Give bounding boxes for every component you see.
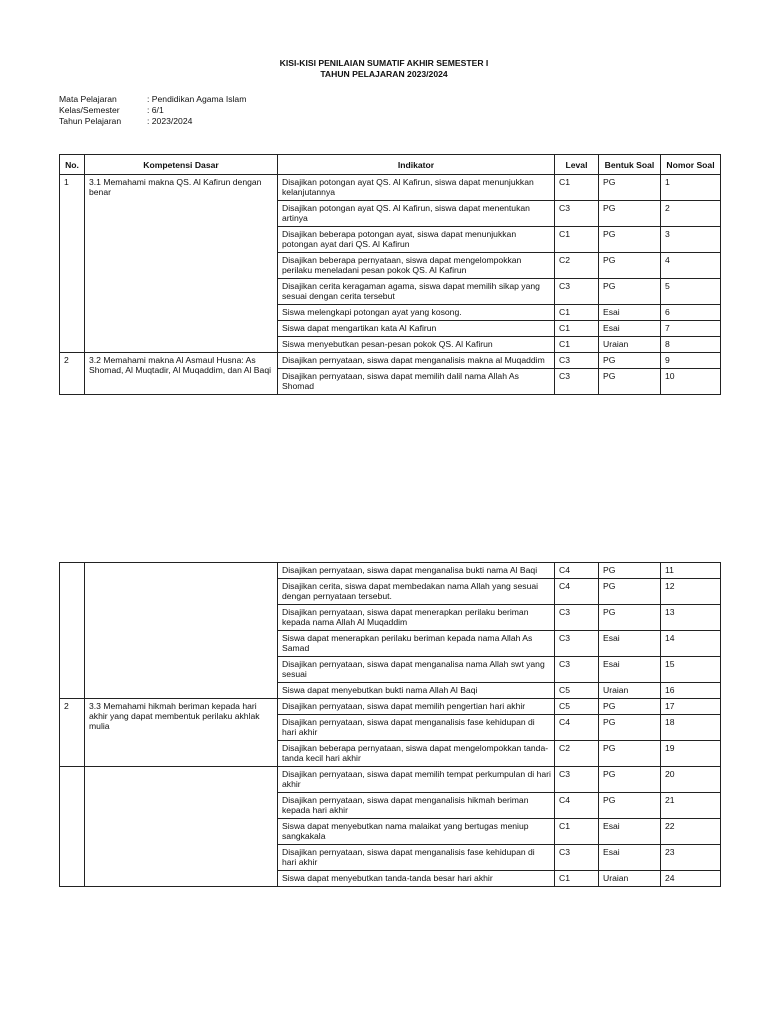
cell-level: C4 — [555, 715, 599, 741]
cell-nomor-soal: 6 — [661, 305, 721, 321]
cell-bentuk-soal: Esai — [599, 321, 661, 337]
meta-value: : Pendidikan Agama Islam — [147, 94, 247, 104]
cell-nomor-soal: 1 — [661, 175, 721, 201]
cell-kompetensi-dasar: 3.3 Memahami hikmah beriman kepada hari akhir yang dapat membentuk perilaku akhlak mulia — [85, 699, 278, 767]
cell-bentuk-soal: Uraian — [599, 683, 661, 699]
cell-level: C1 — [555, 227, 599, 253]
cell-bentuk-soal: PG — [599, 741, 661, 767]
cell-level: C3 — [555, 353, 599, 369]
cell-level: C5 — [555, 699, 599, 715]
cell-indikator: Disajikan cerita keragaman agama, siswa dapat memilih sikap yang sesuai dengan cerita tersebut — [278, 279, 555, 305]
cell-bentuk-soal: Esai — [599, 305, 661, 321]
cell-indikator: Disajikan pernyataan, siswa dapat menganalisis hikmah beriman kepada hari akhir — [278, 793, 555, 819]
cell-indikator: Disajikan potongan ayat QS. Al Kafirun, siswa dapat menunjukkan kelanjutannya — [278, 175, 555, 201]
cell-indikator: Disajikan pernyataan, siswa dapat memilih pengertian hari akhir — [278, 699, 555, 715]
cell-indikator: Disajikan beberapa pernyataan, siswa dapat mengelompokkan perilaku meneladani pesan pokok QS. Al Kafirun — [278, 253, 555, 279]
cell-level: C1 — [555, 175, 599, 201]
cell-indikator: Disajikan pernyataan, siswa dapat menganalisis fase kehidupan di hari akhir — [278, 715, 555, 741]
cell-nomor-soal: 23 — [661, 845, 721, 871]
cell-level: C2 — [555, 253, 599, 279]
cell-level: C4 — [555, 793, 599, 819]
cell-bentuk-soal: Esai — [599, 819, 661, 845]
cell-nomor-soal: 9 — [661, 353, 721, 369]
meta-row-class — [59, 105, 246, 116]
meta-row-year — [59, 116, 246, 127]
meta-key: Kelas/Semester — [59, 105, 120, 116]
header-no: No. — [60, 155, 85, 175]
cell-indikator: Siswa dapat menerapkan perilaku beriman kepada nama Allah As Samad — [278, 631, 555, 657]
cell-level: C3 — [555, 201, 599, 227]
cell-indikator: Disajikan pernyataan, siswa dapat menganalisa nama Allah swt yang sesuai — [278, 657, 555, 683]
cell-nomor-soal: 8 — [661, 337, 721, 353]
cell-bentuk-soal: PG — [599, 253, 661, 279]
cell-indikator: Disajikan beberapa pernyataan, siswa dapat mengelompokkan tanda-tanda kecil hari akhir — [278, 741, 555, 767]
cell-nomor-soal: 10 — [661, 369, 721, 395]
cell-nomor-soal: 13 — [661, 605, 721, 631]
cell-indikator: Siswa dapat menyebutkan bukti nama Allah Al Baqi — [278, 683, 555, 699]
cell-bentuk-soal: Esai — [599, 631, 661, 657]
cell-nomor-soal: 19 — [661, 741, 721, 767]
cell-nomor-soal: 3 — [661, 227, 721, 253]
cell-kompetensi-dasar: 3.1 Memahami makna QS. Al Kafirun dengan benar — [85, 175, 278, 353]
cell-indikator: Disajikan beberapa potongan ayat, siswa dapat menunjukkan potongan ayat dari QS. Al Kafirun — [278, 227, 555, 253]
cell-bentuk-soal: Uraian — [599, 337, 661, 353]
cell-level: C1 — [555, 305, 599, 321]
cell-bentuk-soal: PG — [599, 201, 661, 227]
cell-bentuk-soal: PG — [599, 369, 661, 395]
cell-no: 2 — [60, 353, 85, 395]
meta-key: Tahun Pelajaran — [59, 116, 122, 127]
meta-key: Mata Pelajaran — [59, 94, 117, 104]
cell-bentuk-soal: PG — [599, 175, 661, 201]
cell-level: C3 — [555, 279, 599, 305]
table-row — [60, 699, 721, 715]
meta-value: : 2023/2024 — [147, 116, 193, 127]
cell-level: C3 — [555, 631, 599, 657]
table-row — [60, 563, 721, 579]
cell-nomor-soal: 5 — [661, 279, 721, 305]
cell-level: C3 — [555, 369, 599, 395]
header-level: Leval — [555, 155, 599, 175]
cell-kompetensi-dasar — [85, 767, 278, 887]
cell-bentuk-soal: Esai — [599, 657, 661, 683]
assessment-grid-table-continued — [59, 562, 721, 887]
table-header-row — [60, 155, 721, 175]
cell-nomor-soal: 21 — [661, 793, 721, 819]
cell-indikator: Disajikan cerita, siswa dapat membedakan nama Allah yang sesuai dengan pernyataan tersebut. — [278, 579, 555, 605]
header-bentuk-soal: Bentuk Soal — [599, 155, 661, 175]
cell-nomor-soal: 12 — [661, 579, 721, 605]
cell-nomor-soal: 11 — [661, 563, 721, 579]
cell-level: C1 — [555, 337, 599, 353]
cell-bentuk-soal: Esai — [599, 845, 661, 871]
table-body — [60, 175, 721, 395]
cell-bentuk-soal: PG — [599, 699, 661, 715]
cell-indikator: Disajikan pernyataan, siswa dapat memilih tempat perkumpulan di hari akhir — [278, 767, 555, 793]
cell-level: C1 — [555, 321, 599, 337]
document-meta — [59, 94, 246, 128]
table-row — [60, 175, 721, 201]
table-row — [60, 353, 721, 369]
cell-bentuk-soal: PG — [599, 793, 661, 819]
cell-indikator: Disajikan pernyataan, siswa dapat menganalisis makna al Muqaddim — [278, 353, 555, 369]
meta-value: : 6/1 — [147, 105, 164, 116]
cell-nomor-soal: 14 — [661, 631, 721, 657]
header-indikator: Indikator — [278, 155, 555, 175]
cell-indikator: Disajikan pernyataan, siswa dapat menerapkan perilaku beriman kepada nama Allah Al Muqaddim — [278, 605, 555, 631]
cell-nomor-soal: 15 — [661, 657, 721, 683]
cell-indikator: Siswa menyebutkan pesan-pesan pokok QS. Al Kafirun — [278, 337, 555, 353]
cell-level: C3 — [555, 845, 599, 871]
cell-indikator: Disajikan pernyataan, siswa dapat menganalisis fase kehidupan di hari akhir — [278, 845, 555, 871]
cell-bentuk-soal: PG — [599, 767, 661, 793]
cell-bentuk-soal: PG — [599, 227, 661, 253]
cell-nomor-soal: 18 — [661, 715, 721, 741]
document-subtitle: TAHUN PELAJARAN 2023/2024 — [320, 69, 448, 79]
cell-indikator: Disajikan pernyataan, siswa dapat menganalisa bukti nama Al Baqi — [278, 563, 555, 579]
cell-bentuk-soal: Uraian — [599, 871, 661, 887]
cell-bentuk-soal: PG — [599, 279, 661, 305]
document-title: KISI-KISI PENILAIAN SUMATIF AKHIR SEMESTER I — [279, 58, 489, 68]
cell-kompetensi-dasar: 3.2 Memahami makna Al Asmaul Husna: As Shomad, Al Muqtadir, Al Muqaddim, dan Al Baqi — [85, 353, 278, 395]
assessment-grid-table — [59, 154, 721, 395]
cell-bentuk-soal: PG — [599, 579, 661, 605]
cell-no: 1 — [60, 175, 85, 353]
cell-no — [60, 767, 85, 887]
cell-indikator: Disajikan potongan ayat QS. Al Kafirun, siswa dapat menentukan artinya — [278, 201, 555, 227]
cell-indikator: Siswa melengkapi potongan ayat yang kosong. — [278, 305, 555, 321]
cell-nomor-soal: 2 — [661, 201, 721, 227]
header-nomor-soal: Nomor Soal — [661, 155, 721, 175]
cell-no: 2 — [60, 699, 85, 767]
cell-bentuk-soal: PG — [599, 605, 661, 631]
cell-bentuk-soal: PG — [599, 353, 661, 369]
cell-nomor-soal: 4 — [661, 253, 721, 279]
cell-level: C3 — [555, 767, 599, 793]
cell-level: C2 — [555, 741, 599, 767]
cell-nomor-soal: 20 — [661, 767, 721, 793]
cell-bentuk-soal: PG — [599, 563, 661, 579]
cell-nomor-soal: 17 — [661, 699, 721, 715]
cell-level: C1 — [555, 819, 599, 845]
cell-kompetensi-dasar — [85, 563, 278, 699]
cell-level: C3 — [555, 657, 599, 683]
cell-level: C1 — [555, 871, 599, 887]
cell-nomor-soal: 16 — [661, 683, 721, 699]
cell-indikator: Siswa dapat menyebutkan tanda-tanda besar hari akhir — [278, 871, 555, 887]
cell-indikator: Disajikan pernyataan, siswa dapat memilih dalil nama Allah As Shomad — [278, 369, 555, 395]
cell-no — [60, 563, 85, 699]
meta-row-subject — [59, 94, 246, 105]
table-body — [60, 563, 721, 887]
cell-nomor-soal: 22 — [661, 819, 721, 845]
cell-nomor-soal: 7 — [661, 321, 721, 337]
cell-bentuk-soal: PG — [599, 715, 661, 741]
table-row — [60, 767, 721, 793]
header-kompetensi-dasar: Kompetensi Dasar — [85, 155, 278, 175]
cell-nomor-soal: 24 — [661, 871, 721, 887]
cell-level: C5 — [555, 683, 599, 699]
cell-indikator: Siswa dapat mengartikan kata Al Kafirun — [278, 321, 555, 337]
cell-indikator: Siswa dapat menyebutkan nama malaikat yang bertugas meniup sangkakala — [278, 819, 555, 845]
cell-level: C4 — [555, 579, 599, 605]
cell-level: C4 — [555, 563, 599, 579]
cell-level: C3 — [555, 605, 599, 631]
